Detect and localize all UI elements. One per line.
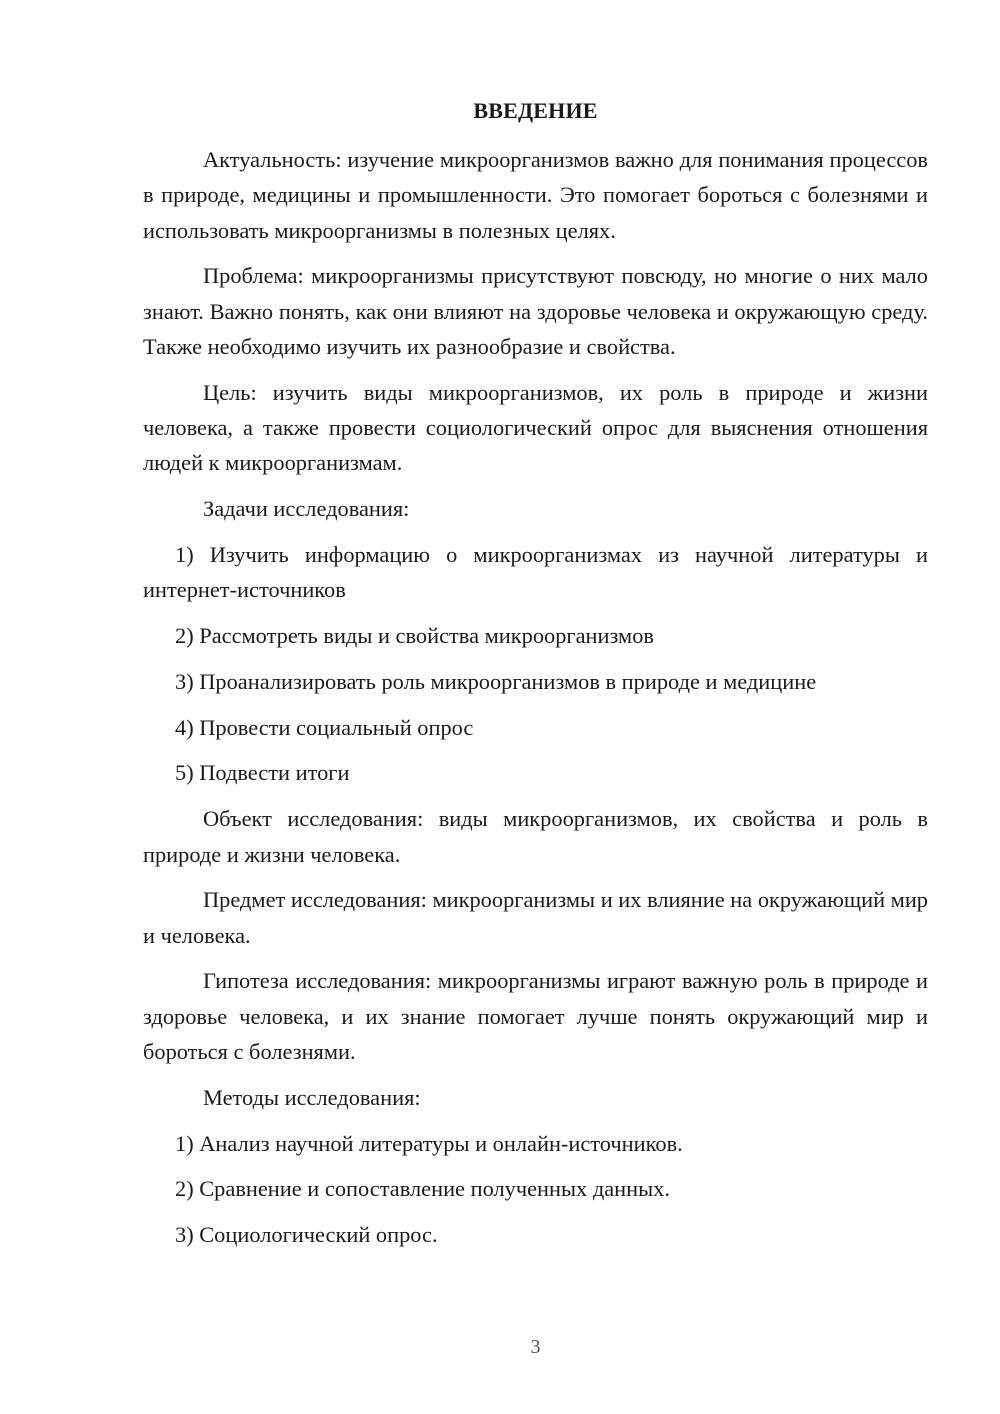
list-item: 1) Изучить информацию о микроорганизмах из научной литературы и интернет-источников <box>143 541 928 603</box>
paragraph-methods-heading: Методы исследования: <box>203 1084 421 1110</box>
list-item: 5) Подвести итоги <box>175 760 350 786</box>
paragraph-object: Объект исследования: виды микроорганизмов, их свойства и роль в природе и жизни человека. <box>143 806 928 867</box>
list-item: 2) Рассмотреть виды и свойства микроорганизмов <box>175 623 654 649</box>
document-body <box>143 142 928 1263</box>
paragraph-problem: Проблема: микроорганизмы присутствуют повсюду, но многие о них мало знают. Важно понять, как они влияют на здоровье человека и окружающую среду. Также необходимо изучить их разнообразие и свойства. <box>143 263 928 359</box>
list-item: 3) Проанализировать роль микроорганизмов в природе и медицине <box>175 668 817 694</box>
paragraph-goal: Цель: изучить виды микроорганизмов, их роль в природе и жизни человека, а также провести социологический опрос для выяснения отношения людей к микроорганизмам. <box>143 379 928 476</box>
list-item: 2) Сравнение и сопоставление полученных данных. <box>175 1176 670 1202</box>
paragraph-relevance: Актуальность: изучение микроорганизмов важно для понимания процессов в природе, медицины и промышленности. Это помогает бороться с болезнями и использовать микроорганизмы в полезных целях. <box>143 147 928 243</box>
paragraph-hypothesis: Гипотеза исследования: микроорганизмы играют важную роль в природе и здоровье человека, и их знание помогает лучше понять окружающий мир и бороться с болезнями. <box>143 968 928 1065</box>
paragraph-subject: Предмет исследования: микроорганизмы и их влияние на окружающий мир и человека. <box>143 887 928 948</box>
list-item: 4) Провести социальный опрос <box>175 714 474 740</box>
list-item: 3) Социологический опрос. <box>175 1222 438 1248</box>
page-title: ВВЕДЕНИЕ <box>473 98 598 123</box>
list-item: 1) Анализ научной литературы и онлайн-источников. <box>175 1130 683 1156</box>
page-number: 3 <box>530 1336 541 1358</box>
paragraph-tasks-heading: Задачи исследования: <box>203 496 410 522</box>
document-page <box>143 0 928 1414</box>
